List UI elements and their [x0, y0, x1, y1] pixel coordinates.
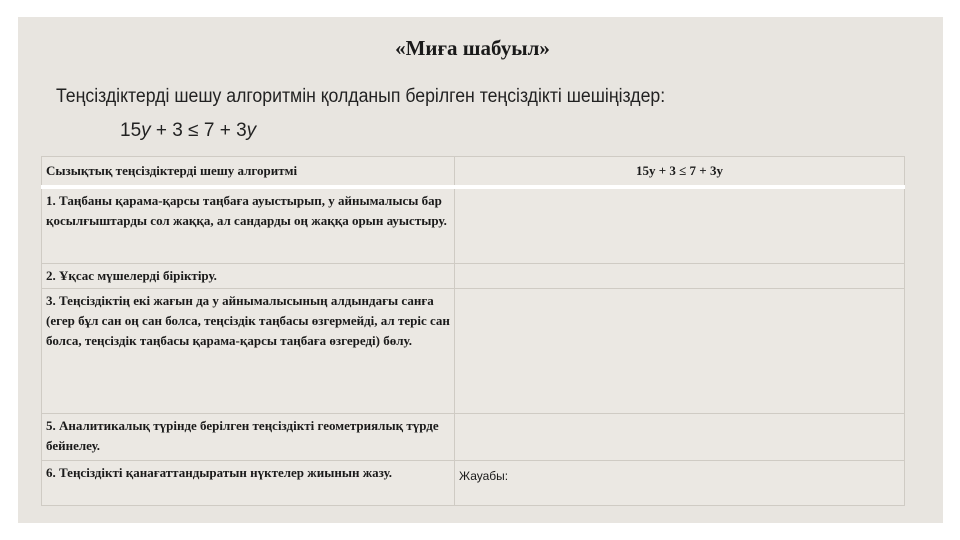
step-cell: 2. Ұқсас мүшелерді біріктіру. — [42, 264, 455, 289]
answer-cell[interactable] — [455, 264, 905, 289]
inequality-coef: 15 — [120, 120, 142, 141]
table-row — [42, 264, 905, 289]
inequality — [120, 120, 256, 142]
table-header-row — [42, 157, 905, 188]
inequality-var-left: у — [141, 120, 151, 141]
header-algorithm: Сызықтық теңсіздіктерді шешу алгоритмі — [42, 157, 455, 188]
answer-cell[interactable] — [455, 187, 905, 264]
table-row — [42, 289, 905, 414]
inequality-var-right: у — [246, 120, 257, 141]
table-row — [42, 461, 905, 506]
algorithm-table — [41, 156, 905, 506]
header-inequality: 15у + 3 ≤ 7 + 3у — [455, 157, 905, 188]
table-row — [42, 414, 905, 461]
answer-cell[interactable] — [455, 414, 905, 461]
table-row — [42, 187, 905, 264]
step-cell: 6. Теңсіздікті қанағаттандыратын нүктелер жиынын жазу. — [42, 461, 455, 506]
step-cell: 3. Теңсіздіктің екі жағын да у айнымалысының алдындағы санға (егер бұл сан оң сан болса, теңсіздік таңбасы өзгермейді, ал теріс сан болса, теңсіздік таңбасы қарама-қарсы таңбаға өзгереді) бөлу. — [42, 289, 455, 414]
inequality-middle: + 3 ≤ 7 + 3 — [150, 120, 247, 141]
step-cell: 1. Таңбаны қарама-қарсы таңбаға ауыстырып, у айнымалысы бар қосылғыштарды сол жаққа, ал сандарды оң жаққа орын ауыстыру. — [42, 187, 455, 264]
answer-cell[interactable] — [455, 289, 905, 414]
task-text: Теңсіздіктерді шешу алгоритмін қолданып берілген теңсіздікті шешіңіздер: — [56, 86, 666, 107]
step-cell: 5. Аналитикалық түрінде берілген теңсіздікті геометриялық түрде бейнелеу. — [42, 414, 455, 461]
answer-cell[interactable]: Жауабы: — [455, 461, 905, 506]
slide-title: «Миға шабуыл» — [395, 36, 550, 60]
